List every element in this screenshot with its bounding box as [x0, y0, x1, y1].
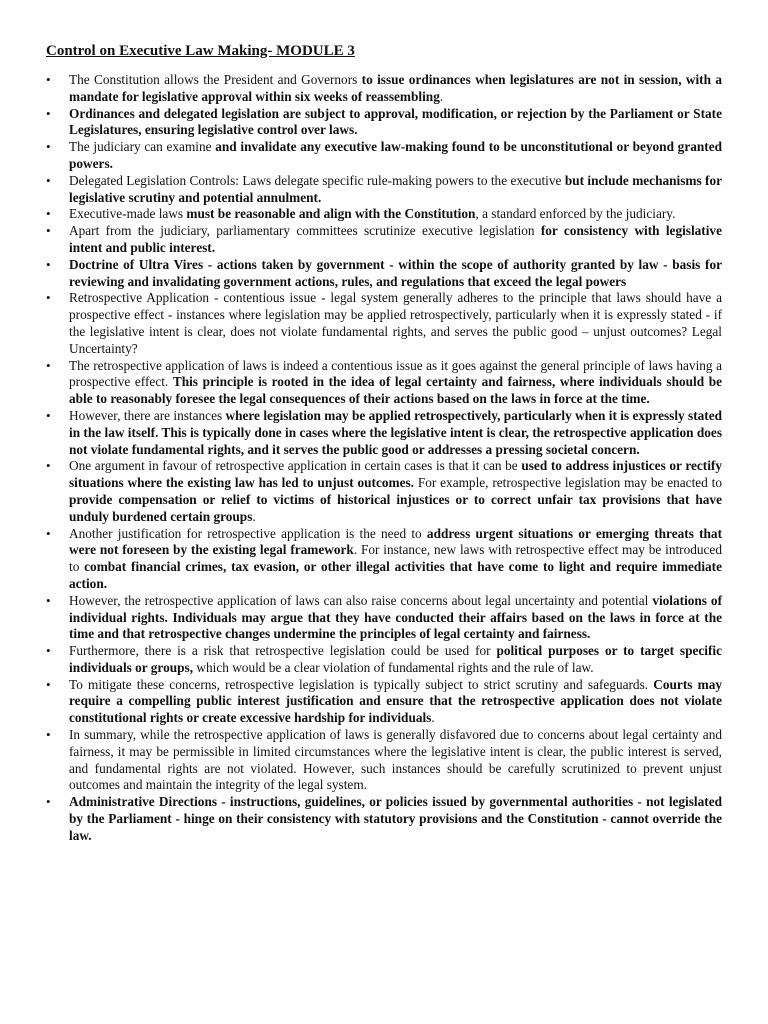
bold-text: Administrative Directions - instructions, guidelines, or policies issued by governmental authorities - not legislated by the Parliament - hinge on their consistency with statutory provisions and the Constitution - cannot override the law.	[69, 794, 722, 843]
text: Delegated Legislation Controls: Laws delegate specific rule-making powers to the executive	[69, 172, 565, 188]
bullet-item	[46, 408, 722, 458]
bullet-list	[46, 72, 722, 845]
bold-text: violations of individual rights. Individuals may argue that they have conducted their affairs based on the laws in force at the time and that retrospective changes undermine the principles of legal certainty and fairness.	[69, 592, 723, 642]
bullet-item	[46, 206, 722, 223]
text: One argument in favour of retrospective application in certain cases is that it can be	[69, 458, 522, 474]
bold-text: to issue ordinances when legislatures are not in session, with a mandate for legislative approval within six weeks of reassembling	[69, 72, 722, 104]
text: Retrospective Application - contentious issue - legal system generally adheres to the principle that laws should have a prospective effect - instances where legislation may be applied retrospectively, particularly when it is expressly stated - if the legislative intent is clear, does not violate fundamental rights, and serves the public good – unjust outcomes? Legal Uncertainty?	[69, 290, 722, 356]
bullet-item	[46, 290, 722, 357]
bullet-item	[46, 106, 722, 140]
bullet-item	[46, 643, 722, 677]
bullet-item	[46, 593, 722, 643]
bold-text: for consistency with legislative intent and public interest.	[69, 223, 722, 255]
bullet-item	[46, 677, 722, 727]
text: Another justification for retrospective application is the need to	[69, 525, 427, 541]
text: . For instance, new laws with retrospective effect may be introduced to	[69, 542, 722, 575]
text: Apart from the judiciary, parliamentary committees scrutinize executive legislation	[69, 223, 541, 239]
text: .	[439, 88, 444, 104]
bold-text: used to address injustices or rectify situations where the existing law has led to unjust outcomes.	[69, 458, 722, 491]
text: .	[252, 508, 256, 524]
bullet-item	[46, 727, 722, 794]
bold-text: Doctrine of Ultra Vires - actions taken by government - within the scope of authority granted by law - basis for reviewing and invalidating government actions, rules, and regulations that exceed the legal powers	[69, 256, 722, 289]
bullet-item	[46, 794, 722, 844]
bullet-item	[46, 358, 722, 408]
text: .	[431, 710, 435, 726]
bullet-item	[46, 72, 722, 106]
text: However, the retrospective application of laws can also raise concerns about legal uncertainty and potential	[69, 592, 653, 608]
bullet-item	[46, 458, 722, 525]
bold-text: but include mechanisms for legislative scrutiny and potential annulment.	[69, 172, 722, 205]
bullet-item	[46, 526, 722, 593]
bold-text: political purposes or to target specific individuals or groups,	[69, 643, 722, 675]
text: The retrospective application of laws is indeed a contentious issue as it goes against the general principle of laws having a prospective effect.	[69, 357, 722, 390]
bold-text: Courts may require a compelling public interest justification and ensure that the retrospective application does not violate constitutional rights or create excessive hardship for individuals	[69, 676, 722, 726]
bold-text: This principle is rooted in the idea of legal certainty and fairness, where individuals should be able to reasonably foresee the legal consequences of their actions based on the laws in force at the time.	[69, 374, 722, 407]
bold-text: must be reasonable and align with the Constitution	[186, 206, 476, 222]
text: To mitigate these concerns, retrospective legislation is typically subject to strict scrutiny and safeguards.	[69, 676, 654, 692]
bold-text: and invalidate any executive law-making found to be unconstitutional or beyond granted powers.	[69, 139, 722, 171]
document-title: Control on Executive Law Making- MODULE 3	[46, 43, 355, 59]
text: However, there are instances	[69, 407, 226, 423]
bold-text: combat financial crimes, tax evasion, or other illegal activities that have come to light and require immediate action.	[69, 559, 722, 591]
text: Furthermore, there is a risk that retrospective legislation could be used for	[69, 643, 497, 659]
bullet-item	[46, 139, 722, 173]
text: For example, retrospective legislation may be enacted to	[413, 475, 722, 491]
text: , a standard enforced by the judiciary.	[475, 206, 676, 222]
text: In summary, while the retrospective application of laws is generally disfavored due to concerns about legal certainty and fairness, it may be permissible in limited circumstances where the legislative intent is clear, the public interest is served, and fundamental rights are not violated. However, such instances should be carefully scrutinized to prevent unjust outcomes and maintain the integrity of the legal system.	[69, 727, 722, 793]
bullet-item	[46, 173, 722, 207]
text: which would be a clear violation of fundamental rights and the rule of law.	[193, 659, 594, 675]
bullet-item	[46, 257, 722, 291]
bullet-item	[46, 223, 722, 257]
bold-text: where legislation may be applied retrospectively, particularly when it is expressly stated in the law itself. This is typically done in cases where the legislative intent is clear, the retrospective application does not violate fundamental rights, and it serves the public good or addresses a pressing societal concern.	[69, 407, 722, 457]
text: The judiciary can examine	[69, 139, 216, 155]
bold-text: Ordinances and delegated legislation are subject to approval, modification, or rejection by the Parliament or State Legislatures, ensuring legislative control over laws.	[69, 105, 722, 138]
text: The Constitution allows the President and Governors	[69, 72, 362, 87]
bold-text: address urgent situations or emerging threats that were not foreseen by the existing legal framework	[69, 525, 722, 558]
text: Executive-made laws	[69, 206, 187, 222]
bold-text: provide compensation or relief to victims of historical injustices or to correct unfair tax provisions that have unduly burdened certain groups	[69, 491, 722, 524]
